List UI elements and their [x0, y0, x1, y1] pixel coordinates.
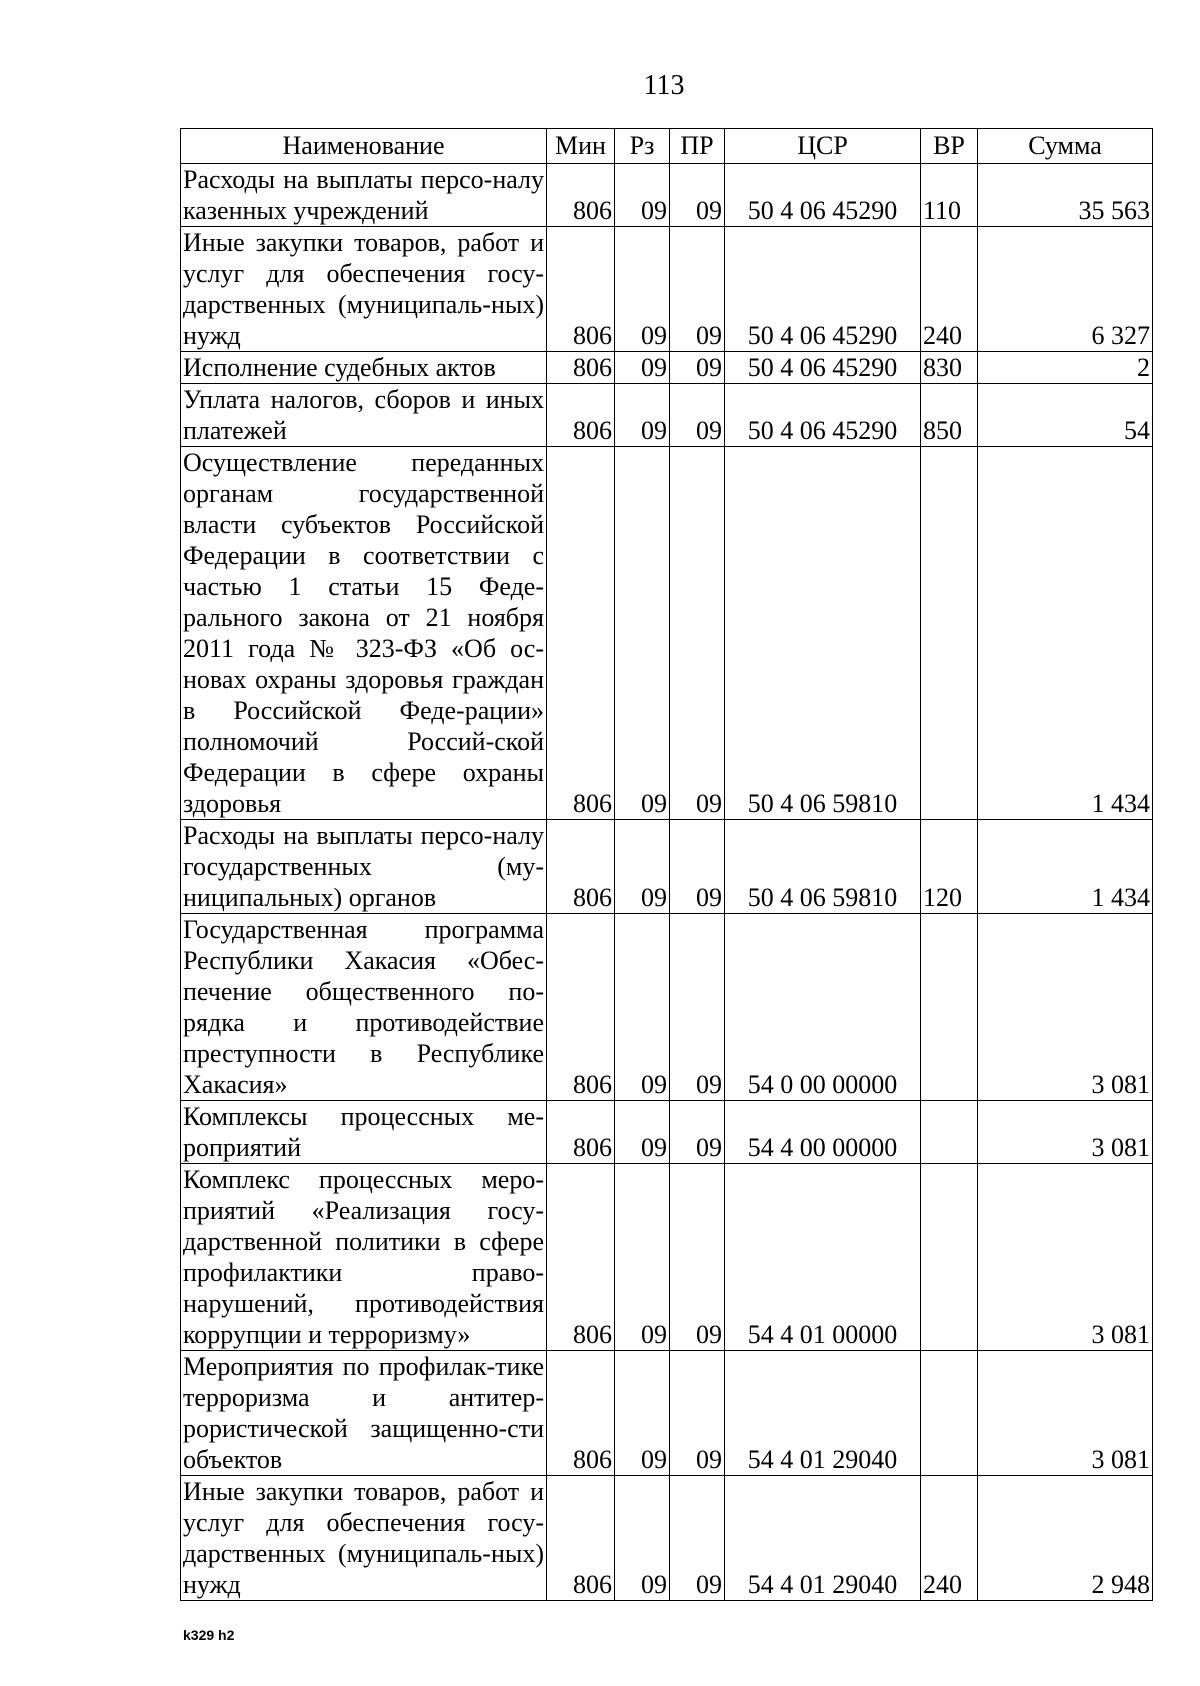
row-sum-cell: 1 434	[978, 447, 1153, 820]
row-name-cell: Иные закупки товаров, работ и услуг для обеспечения госу-дарственных (муниципаль-ных) нужд	[181, 1476, 547, 1601]
table-body	[181, 164, 1153, 1601]
row-min-cell: 806	[547, 352, 615, 384]
column-header-sum: Сумма	[978, 129, 1153, 164]
row-rz-cell: 09	[615, 164, 670, 227]
row-sum-cell: 3 081	[978, 1351, 1153, 1476]
row-sum-cell: 2 948	[978, 1476, 1153, 1601]
row-min-cell: 806	[547, 164, 615, 227]
table-header-row	[181, 129, 1153, 164]
row-rz-cell: 09	[615, 384, 670, 447]
row-pr-cell: 09	[670, 1351, 725, 1476]
budget-table	[180, 128, 1153, 1601]
table-row	[181, 164, 1153, 227]
row-vr-cell: 110	[921, 164, 978, 227]
row-vr-cell	[921, 1351, 978, 1476]
table-row	[181, 352, 1153, 384]
page-number: 113	[643, 70, 685, 101]
row-rz-cell: 09	[615, 352, 670, 384]
row-rz-cell: 09	[615, 1351, 670, 1476]
row-sum-cell: 3 081	[978, 1101, 1153, 1164]
row-sum-cell: 3 081	[978, 914, 1153, 1101]
row-csr-cell: 54 0 00 00000	[725, 914, 921, 1101]
row-min-cell: 806	[547, 1351, 615, 1476]
row-rz-cell: 09	[615, 820, 670, 914]
row-sum-cell: 3 081	[978, 1164, 1153, 1351]
table-row	[181, 914, 1153, 1101]
row-name-cell: Мероприятия по профилак-тике терроризма и антитер-рористической защищенно-сти объектов	[181, 1351, 547, 1476]
row-csr-cell: 50 4 06 45290	[725, 164, 921, 227]
row-min-cell: 806	[547, 1101, 615, 1164]
row-vr-cell	[921, 447, 978, 820]
row-sum-cell: 2	[978, 352, 1153, 384]
row-min-cell: 806	[547, 820, 615, 914]
row-csr-cell: 50 4 06 45290	[725, 352, 921, 384]
row-name-cell: Исполнение судебных актов	[181, 352, 547, 384]
row-name-cell: Расходы на выплаты персо-налу государственных (му-ниципальных) органов	[181, 820, 547, 914]
row-vr-cell: 830	[921, 352, 978, 384]
row-csr-cell: 54 4 01 29040	[725, 1476, 921, 1601]
row-vr-cell	[921, 914, 978, 1101]
row-sum-cell: 1 434	[978, 820, 1153, 914]
column-header-pr: ПР	[670, 129, 725, 164]
row-rz-cell: 09	[615, 914, 670, 1101]
table-row	[181, 447, 1153, 820]
column-header-vr: ВР	[921, 129, 978, 164]
row-sum-cell: 54	[978, 384, 1153, 447]
row-pr-cell: 09	[670, 1101, 725, 1164]
row-min-cell: 806	[547, 914, 615, 1101]
row-csr-cell: 50 4 06 45290	[725, 384, 921, 447]
row-name-cell: Уплата налогов, сборов и иных платежей	[181, 384, 547, 447]
table-row	[181, 227, 1153, 352]
row-csr-cell: 54 4 01 00000	[725, 1164, 921, 1351]
row-rz-cell: 09	[615, 447, 670, 820]
row-min-cell: 806	[547, 1476, 615, 1601]
row-csr-cell: 54 4 00 00000	[725, 1101, 921, 1164]
row-sum-cell: 6 327	[978, 227, 1153, 352]
row-name-cell: Комплекс процессных меро-приятий «Реализация госу-дарственной политики в сфере профилактики право-нарушений, противодействия коррупции и терроризму»	[181, 1164, 547, 1351]
row-pr-cell: 09	[670, 447, 725, 820]
row-pr-cell: 09	[670, 820, 725, 914]
row-rz-cell: 09	[615, 1476, 670, 1601]
row-rz-cell: 09	[615, 1164, 670, 1351]
table-row	[181, 1101, 1153, 1164]
row-vr-cell	[921, 1101, 978, 1164]
table-row	[181, 1351, 1153, 1476]
row-name-cell: Расходы на выплаты персо-налу казенных учреждений	[181, 164, 547, 227]
table-row	[181, 1476, 1153, 1601]
row-min-cell: 806	[547, 1164, 615, 1351]
row-pr-cell: 09	[670, 1164, 725, 1351]
row-pr-cell: 09	[670, 352, 725, 384]
column-header-name: Наименование	[181, 129, 547, 164]
row-pr-cell: 09	[670, 384, 725, 447]
row-min-cell: 806	[547, 227, 615, 352]
row-pr-cell: 09	[670, 164, 725, 227]
column-header-rz: Рз	[615, 129, 670, 164]
row-rz-cell: 09	[615, 1101, 670, 1164]
row-min-cell: 806	[547, 447, 615, 820]
row-name-cell: Иные закупки товаров, работ и услуг для обеспечения госу-дарственных (муниципаль-ных) нужд	[181, 227, 547, 352]
row-rz-cell: 09	[615, 227, 670, 352]
table-row	[181, 820, 1153, 914]
row-vr-cell: 240	[921, 1476, 978, 1601]
row-vr-cell: 120	[921, 820, 978, 914]
row-pr-cell: 09	[670, 1476, 725, 1601]
row-pr-cell: 09	[670, 227, 725, 352]
row-vr-cell	[921, 1164, 978, 1351]
row-pr-cell: 09	[670, 914, 725, 1101]
row-sum-cell: 35 563	[978, 164, 1153, 227]
table-row	[181, 1164, 1153, 1351]
column-header-min: Мин	[547, 129, 615, 164]
row-name-cell: Государственная программа Республики Хакасия «Обес-печение общественного по-рядка и противодействие преступности в Республике Хакасия»	[181, 914, 547, 1101]
row-csr-cell: 50 4 06 59810	[725, 447, 921, 820]
row-min-cell: 806	[547, 384, 615, 447]
footer-code: k329 h2	[183, 1627, 235, 1643]
row-name-cell: Осуществление переданных органам государственной власти субъектов Российской Федерации в соответствии с частью 1 статьи 15 Феде-рального закона от 21 ноября 2011 года № 323-ФЗ «Об ос-новах охраны здоровья граждан в Российской Феде-рации» полномочий Россий-ской Федерации в сфере охраны здоровья	[181, 447, 547, 820]
row-name-cell: Комплексы процессных ме-роприятий	[181, 1101, 547, 1164]
row-vr-cell: 850	[921, 384, 978, 447]
column-header-csr: ЦСР	[725, 129, 921, 164]
row-csr-cell: 50 4 06 59810	[725, 820, 921, 914]
row-csr-cell: 50 4 06 45290	[725, 227, 921, 352]
row-csr-cell: 54 4 01 29040	[725, 1351, 921, 1476]
row-vr-cell: 240	[921, 227, 978, 352]
table-row	[181, 384, 1153, 447]
